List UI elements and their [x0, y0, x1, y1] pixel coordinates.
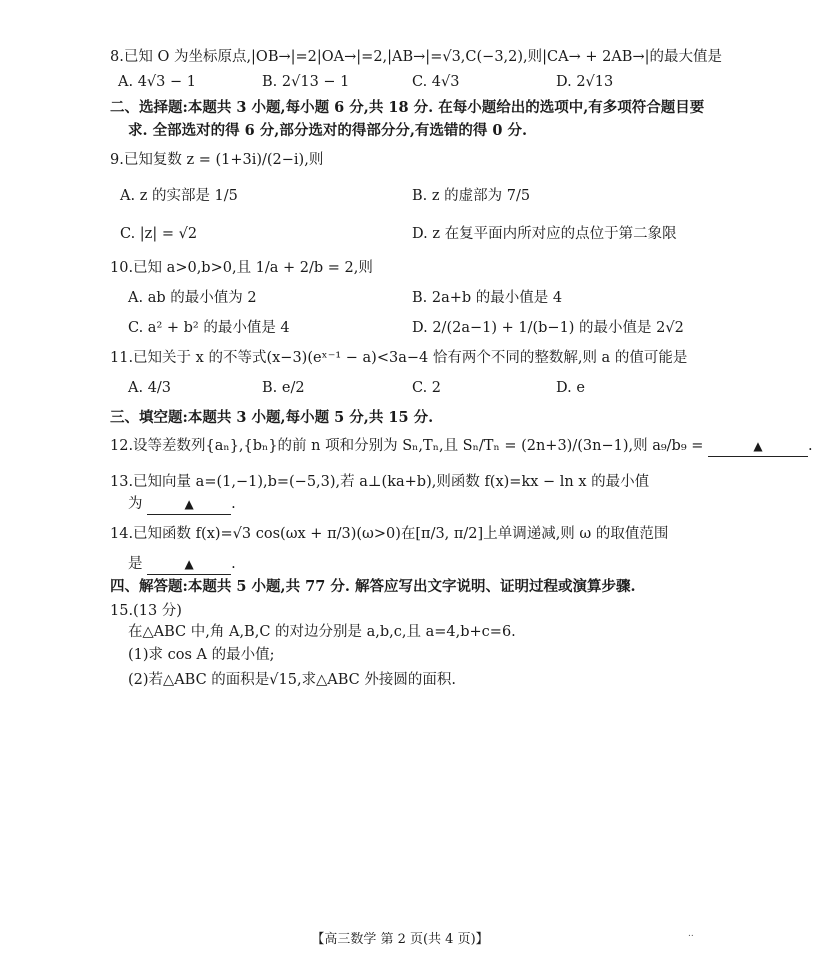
- q8-option-b: B. 2√13 − 1: [262, 74, 350, 90]
- q11-option-a: A. 4/3: [128, 380, 172, 396]
- q13-line1: 13.已知向量 a=(1,−1),b=(−5,3),若 a⊥(ka+b),则函数 f(x)=kx − ln x 的最小值: [110, 474, 650, 490]
- q14-line1: 14.已知函数 f(x)=√3 cos(ωx + π/3)(ω>0)在[π/3, π/2]上单调递减,则 ω 的取值范围: [110, 526, 669, 542]
- q8-option-c: C. 4√3: [412, 74, 460, 90]
- q13-answer-blank: [147, 494, 231, 515]
- q13-line2-prefix: 为: [128, 496, 143, 512]
- q9-stem: 9.已知复数 z = (1+3i)/(2−i),则: [110, 152, 324, 168]
- corner-mark: ..: [688, 929, 694, 939]
- q15-part1: (1)求 cos A 的最小值;: [128, 647, 275, 663]
- section2-heading-line1: 二、选择题:本题共 3 小题,每小题 6 分,共 18 分. 在每小题给出的选项中,有多项符合题目要: [110, 99, 705, 116]
- q13-line2: 为 ▲ .: [128, 494, 236, 515]
- q14-answer-blank: [147, 554, 231, 575]
- q8-option-a: A. 4√3 − 1: [118, 74, 196, 90]
- q10-option-a: A. ab 的最小值为 2: [128, 290, 257, 306]
- page-footer: 【高三数学 第 2 页(共 4 页)】: [311, 932, 489, 947]
- q12-stem: 12.设等差数列{aₙ},{bₙ}的前 n 项和分别为 Sₙ,Tₙ,且 Sₙ/Tₙ = (2n+3)/(3n−1),则 a₉/b₉ =: [110, 438, 704, 454]
- q10-option-c: C. a² + b² 的最小值是 4: [128, 320, 290, 336]
- answer-marker-icon: ▲: [184, 497, 194, 511]
- q15-stem: 在△ABC 中,角 A,B,C 的对边分别是 a,b,c,且 a=4,b+c=6.: [128, 624, 516, 640]
- q9-option-a: A. z 的实部是 1/5: [120, 188, 238, 204]
- q12-line: 12.设等差数列{aₙ},{bₙ}的前 n 项和分别为 Sₙ,Tₙ,且 Sₙ/Tₙ = (2n+3)/(3n−1),则 a₉/b₉ = ▲ .: [110, 436, 813, 457]
- q11-option-c: C. 2: [412, 380, 442, 396]
- q9-option-d: D. z 在复平面内所对应的点位于第二象限: [412, 226, 677, 242]
- section4-heading: 四、解答题:本题共 5 小题,共 77 分. 解答应写出文字说明、证明过程或演算步骤.: [110, 578, 636, 595]
- answer-marker-icon: ▲: [184, 557, 194, 571]
- q9-option-b: B. z 的虚部为 7/5: [412, 188, 531, 204]
- q15-header: 15.(13 分): [110, 603, 182, 619]
- q15-part2: (2)若△ABC 的面积是√15,求△ABC 外接圆的面积.: [128, 672, 456, 688]
- section2-heading-line2: 求. 全部选对的得 6 分,部分选对的得部分分,有选错的得 0 分.: [128, 122, 528, 139]
- q8-option-d: D. 2√13: [556, 74, 614, 90]
- answer-marker-icon: ▲: [753, 439, 763, 453]
- q10-option-d: D. 2/(2a−1) + 1/(b−1) 的最小值是 2√2: [412, 320, 684, 336]
- q12-answer-blank: [708, 436, 808, 457]
- q14-line2: 是 ▲ .: [128, 554, 236, 575]
- q9-option-c: C. |z| = √2: [120, 226, 198, 242]
- section3-heading: 三、填空题:本题共 3 小题,每小题 5 分,共 15 分.: [110, 409, 434, 426]
- q10-option-b: B. 2a+b 的最小值是 4: [412, 290, 563, 306]
- q14-line2-prefix: 是: [128, 556, 143, 572]
- q11-stem: 11.已知关于 x 的不等式(x−3)(eˣ⁻¹ − a)<3a−4 恰有两个不同的整数解,则 a 的值可能是: [110, 350, 688, 366]
- q11-option-d: D. e: [556, 380, 585, 396]
- q8-stem: 8.已知 O 为坐标原点,|OB→|=2|OA→|=2,|AB→|=√3,C(−3,2),则|CA→ + 2AB→|的最大值是: [110, 49, 723, 65]
- q11-option-b: B. e/2: [262, 380, 305, 396]
- q10-stem: 10.已知 a>0,b>0,且 1/a + 2/b = 2,则: [110, 260, 373, 276]
